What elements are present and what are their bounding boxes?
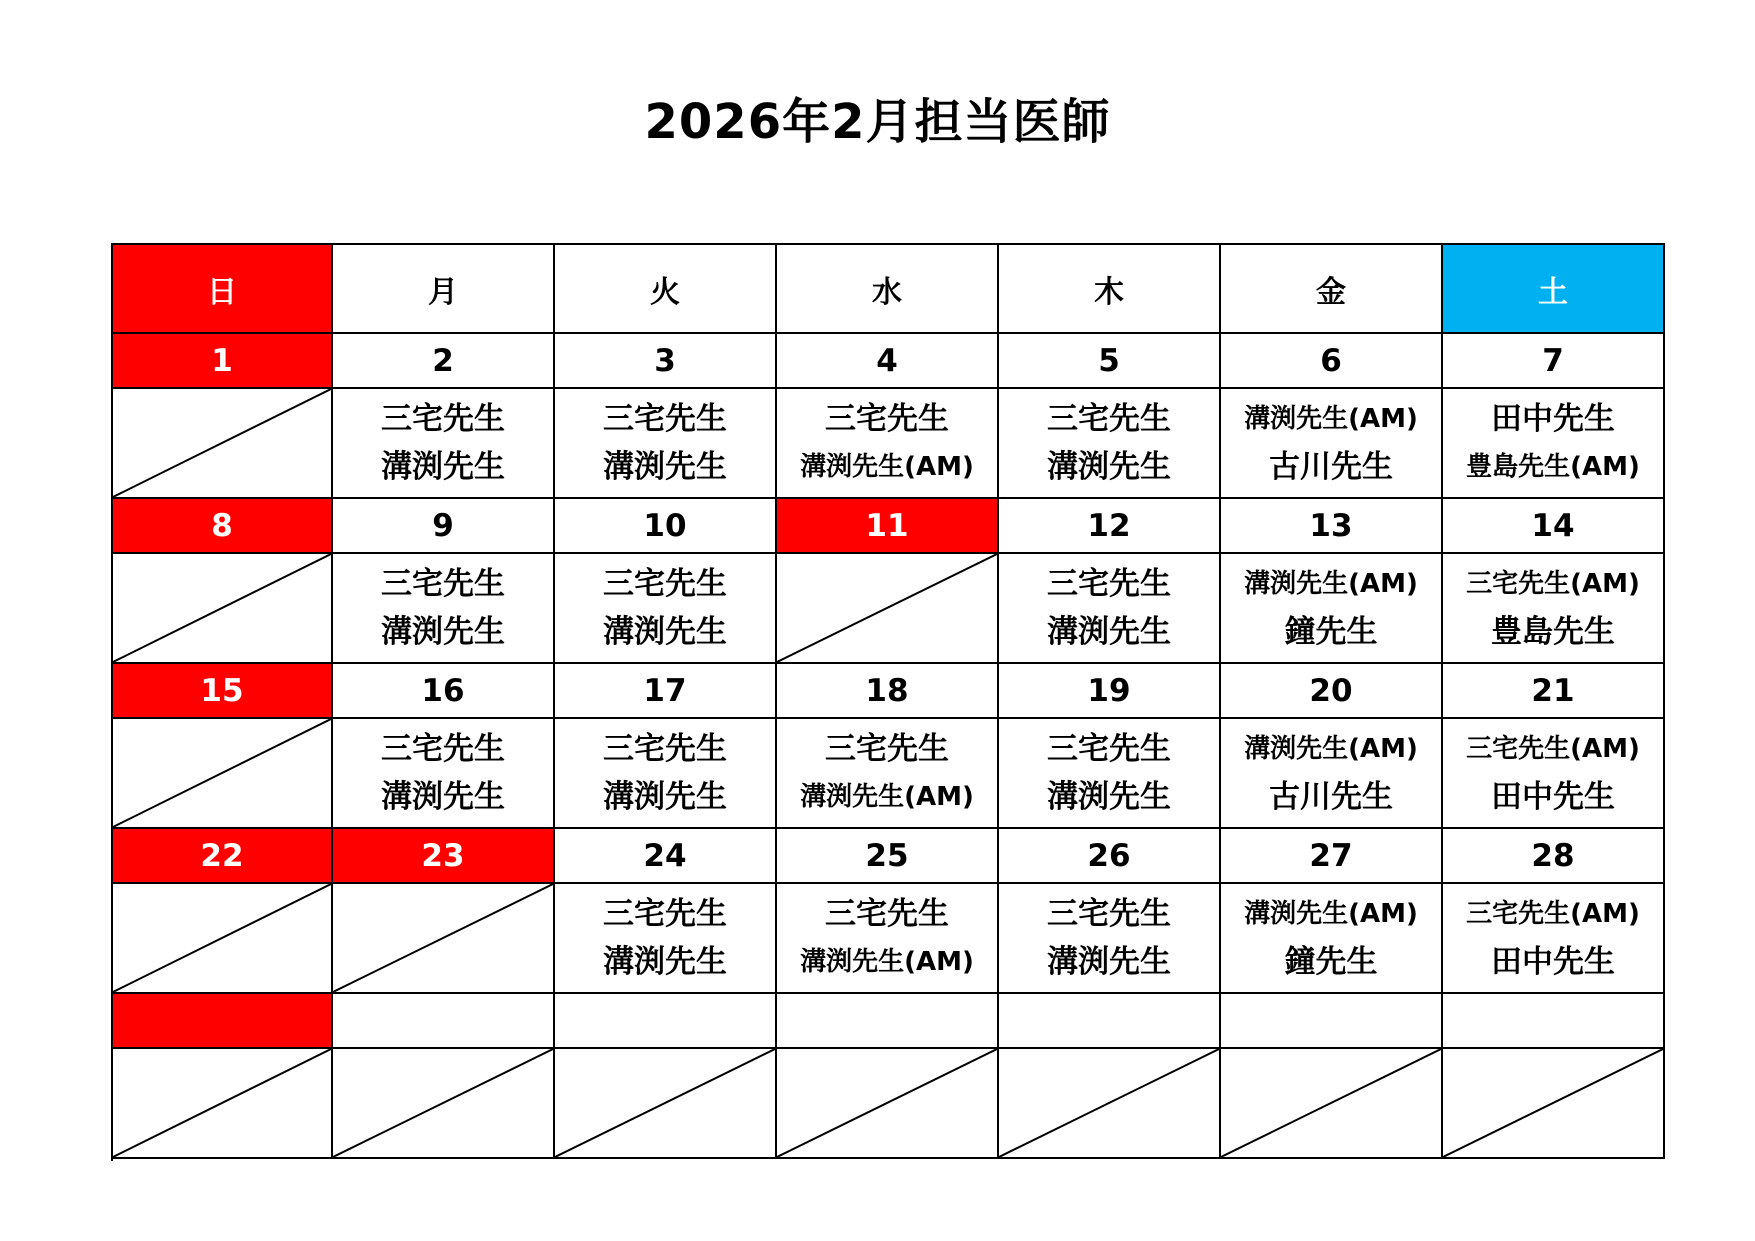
doctor-name: 三宅先生 <box>381 401 505 437</box>
date-cell <box>777 499 999 554</box>
closed-cell <box>1221 1049 1443 1159</box>
doctor-name: 溝渕先生 <box>381 449 505 485</box>
doctor-cell <box>1221 554 1443 664</box>
date-number: 1 <box>211 342 233 379</box>
date-number: 22 <box>200 837 244 874</box>
closed-slash <box>777 1049 997 1157</box>
date-number: 27 <box>1309 837 1353 874</box>
date-number: 23 <box>421 837 465 874</box>
weekday-header <box>113 245 333 334</box>
weekday-header <box>555 245 777 334</box>
date-cell <box>777 829 999 884</box>
doctor-name: 田中先生 <box>1491 779 1615 815</box>
doctor-name: 溝渕先生 <box>1047 614 1171 650</box>
date-cell <box>1443 664 1665 719</box>
date-cell <box>113 499 333 554</box>
weekday-header <box>999 245 1221 334</box>
date-cell <box>333 334 555 389</box>
doctor-cell <box>777 884 999 994</box>
date-cell <box>1221 499 1443 554</box>
doctor-name: 溝渕先生 <box>603 614 727 650</box>
date-cell <box>999 994 1221 1049</box>
date-number: 17 <box>643 672 687 709</box>
date-cell <box>999 334 1221 389</box>
doctor-name: 溝渕先生 <box>603 449 727 485</box>
date-number: 20 <box>1309 672 1353 709</box>
weekday-header <box>777 245 999 334</box>
closed-slash <box>113 554 331 662</box>
date-cell <box>777 664 999 719</box>
doctor-name: 古川先生 <box>1269 779 1393 815</box>
closed-cell <box>999 1049 1221 1159</box>
doctor-name: 三宅先生 <box>381 731 505 767</box>
date-cell <box>113 994 333 1049</box>
doctor-name: 三宅先生 <box>603 731 727 767</box>
date-number: 15 <box>200 672 244 709</box>
doctor-cell <box>999 884 1221 994</box>
closed-cell <box>113 719 333 829</box>
closed-cell <box>777 1049 999 1159</box>
doctor-name: 古川先生 <box>1269 449 1393 485</box>
date-cell <box>999 829 1221 884</box>
closed-slash <box>777 554 997 662</box>
doctor-name: 鐘先生 <box>1284 944 1378 980</box>
date-cell <box>1443 334 1665 389</box>
doctor-cell <box>333 554 555 664</box>
closed-cell <box>113 884 333 994</box>
doctor-cell <box>555 719 777 829</box>
date-number: 3 <box>654 342 676 379</box>
doctor-name: 三宅先生 <box>603 896 727 932</box>
weekday-header <box>1443 245 1665 334</box>
date-cell <box>999 499 1221 554</box>
doctor-name: 溝渕先生(AM) <box>1244 404 1418 434</box>
weekday-label: 土 <box>1538 274 1568 310</box>
schedule-calendar <box>111 243 1665 1161</box>
closed-slash <box>555 1049 775 1157</box>
date-cell <box>1221 829 1443 884</box>
date-cell <box>777 334 999 389</box>
page-title: 2026年2月担当医師 <box>644 94 1111 150</box>
closed-slash <box>1443 1049 1663 1157</box>
doctor-name: 三宅先生 <box>825 896 949 932</box>
date-number: 7 <box>1542 342 1564 379</box>
doctor-name: 三宅先生 <box>1047 566 1171 602</box>
doctor-cell <box>1443 389 1665 499</box>
date-number: 6 <box>1320 342 1342 379</box>
date-number: 4 <box>876 342 898 379</box>
doctor-name: 溝渕先生(AM) <box>800 782 974 812</box>
date-cell <box>1221 664 1443 719</box>
doctor-name: 三宅先生 <box>825 401 949 437</box>
closed-slash <box>113 884 331 992</box>
weekday-label: 水 <box>872 274 902 310</box>
weekday-label: 火 <box>650 274 680 310</box>
closed-slash <box>113 719 331 827</box>
date-cell <box>555 499 777 554</box>
weekday-header <box>1221 245 1443 334</box>
doctor-cell <box>999 389 1221 499</box>
date-cell <box>1443 499 1665 554</box>
date-cell <box>333 664 555 719</box>
doctor-name: 溝渕先生 <box>381 779 505 815</box>
closed-slash <box>333 884 553 992</box>
date-cell <box>333 499 555 554</box>
doctor-name: 溝渕先生 <box>603 944 727 980</box>
date-cell <box>555 664 777 719</box>
closed-cell <box>113 1049 333 1159</box>
weekday-label: 木 <box>1094 274 1124 310</box>
doctor-cell <box>999 719 1221 829</box>
date-number: 26 <box>1087 837 1131 874</box>
date-number: 10 <box>643 507 687 544</box>
doctor-cell <box>333 719 555 829</box>
doctor-cell <box>1221 719 1443 829</box>
doctor-name: 三宅先生 <box>1047 896 1171 932</box>
doctor-name: 三宅先生 <box>1047 401 1171 437</box>
doctor-cell <box>555 389 777 499</box>
closed-cell <box>113 554 333 664</box>
date-cell <box>555 994 777 1049</box>
date-number: 9 <box>432 507 454 544</box>
doctor-cell <box>1221 884 1443 994</box>
doctor-name: 豊島先生(AM) <box>1466 452 1640 482</box>
date-cell <box>1443 994 1665 1049</box>
doctor-cell <box>555 554 777 664</box>
doctor-cell <box>777 719 999 829</box>
doctor-name: 溝渕先生 <box>603 779 727 815</box>
doctor-name: 三宅先生 <box>381 566 505 602</box>
doctor-name: 三宅先生 <box>603 401 727 437</box>
doctor-name: 溝渕先生 <box>1047 944 1171 980</box>
closed-slash <box>1221 1049 1441 1157</box>
closed-slash <box>333 1049 553 1157</box>
date-number: 21 <box>1531 672 1575 709</box>
doctor-name: 溝渕先生(AM) <box>800 947 974 977</box>
doctor-cell <box>1443 884 1665 994</box>
weekday-label: 日 <box>207 274 237 310</box>
weekday-label: 金 <box>1316 274 1346 310</box>
date-cell <box>1221 994 1443 1049</box>
closed-cell <box>777 554 999 664</box>
date-cell <box>555 829 777 884</box>
doctor-cell <box>999 554 1221 664</box>
doctor-name: 溝渕先生(AM) <box>1244 899 1418 929</box>
doctor-name: 田中先生 <box>1491 944 1615 980</box>
doctor-cell <box>1221 389 1443 499</box>
doctor-name: 溝渕先生(AM) <box>1244 569 1418 599</box>
doctor-cell <box>555 884 777 994</box>
closed-cell <box>333 1049 555 1159</box>
date-number: 24 <box>643 837 687 874</box>
closed-cell <box>333 884 555 994</box>
date-cell <box>113 829 333 884</box>
date-cell <box>555 334 777 389</box>
doctor-name: 溝渕先生(AM) <box>1244 734 1418 764</box>
closed-slash <box>999 1049 1219 1157</box>
closed-slash <box>113 1049 331 1157</box>
doctor-name: 三宅先生(AM) <box>1466 734 1640 764</box>
doctor-name: 三宅先生 <box>603 566 727 602</box>
doctor-name: 三宅先生 <box>825 731 949 767</box>
closed-cell <box>1443 1049 1665 1159</box>
doctor-cell <box>777 389 999 499</box>
date-number: 11 <box>865 507 909 544</box>
doctor-name: 豊島先生 <box>1491 614 1615 650</box>
date-number: 5 <box>1098 342 1120 379</box>
date-number: 25 <box>865 837 909 874</box>
doctor-name: 溝渕先生(AM) <box>800 452 974 482</box>
weekday-header <box>333 245 555 334</box>
date-number: 28 <box>1531 837 1575 874</box>
closed-cell <box>113 389 333 499</box>
date-cell <box>113 334 333 389</box>
date-cell <box>999 664 1221 719</box>
closed-cell <box>555 1049 777 1159</box>
date-cell <box>333 994 555 1049</box>
date-cell <box>1443 829 1665 884</box>
date-number: 16 <box>421 672 465 709</box>
date-cell <box>777 994 999 1049</box>
date-cell <box>113 664 333 719</box>
doctor-cell <box>333 389 555 499</box>
date-number: 19 <box>1087 672 1131 709</box>
doctor-name: 三宅先生(AM) <box>1466 569 1640 599</box>
doctor-name: 溝渕先生 <box>1047 779 1171 815</box>
date-cell <box>333 829 555 884</box>
doctor-cell <box>1443 554 1665 664</box>
doctor-name: 三宅先生(AM) <box>1466 899 1640 929</box>
closed-slash <box>113 389 331 497</box>
doctor-name: 鐘先生 <box>1284 614 1378 650</box>
date-number: 18 <box>865 672 909 709</box>
weekday-label: 月 <box>428 274 458 310</box>
doctor-cell <box>1443 719 1665 829</box>
doctor-name: 三宅先生 <box>1047 731 1171 767</box>
date-number: 13 <box>1309 507 1353 544</box>
date-number: 14 <box>1531 507 1575 544</box>
doctor-name: 溝渕先生 <box>1047 449 1171 485</box>
date-number: 8 <box>211 507 233 544</box>
date-cell <box>1221 334 1443 389</box>
date-number: 12 <box>1087 507 1131 544</box>
doctor-name: 溝渕先生 <box>381 614 505 650</box>
doctor-name: 田中先生 <box>1491 401 1615 437</box>
date-number: 2 <box>432 342 454 379</box>
